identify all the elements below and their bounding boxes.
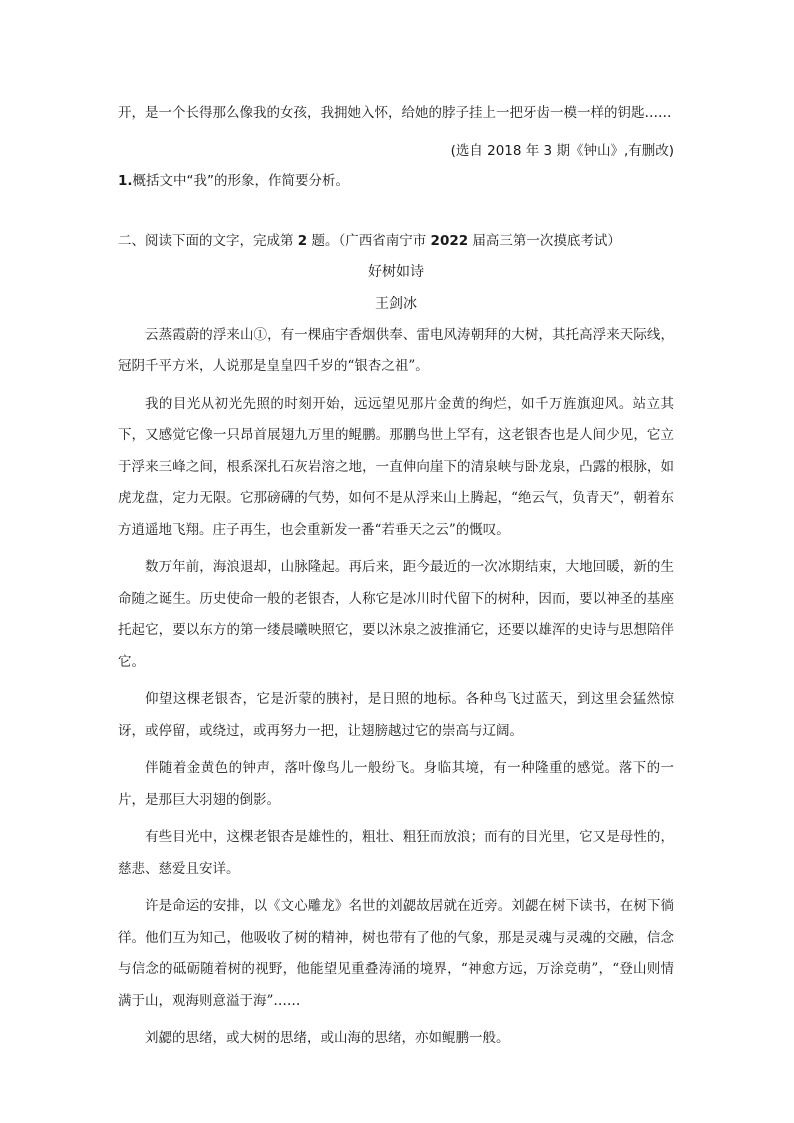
previous-article-source: (选自 2018 年 3 期《钟山》,有删改) bbox=[450, 142, 674, 159]
section-question-number: 2 bbox=[297, 232, 308, 249]
paragraph: 刘勰的思绪，或大树的思绪，或山海的思绪，亦如鲲鹏一般。 bbox=[145, 1030, 510, 1046]
paragraph: 我的目光从初光先照的时刻开始，远远望见那片金黄的绚烂，如千万旌旗迎风。站立其下，又感觉它像一只昂首展翅九万里的鲲鹏。那鹏鸟世上罕有，这老银杏也是人间少见，它立于浮来三峰之间，根系深扎石灰岩溶之地，一直伸向崖下的清泉峡与卧龙泉，凸露的根脉，如虎龙盘，定力无限。它那磅礴的气势，如何不是从浮来山上腾起，“绝云气，负青天”，朝着东方逍遥地飞翔。庄子再生，也会重新发一番“若垂天之云”的慨叹。 bbox=[118, 395, 674, 538]
article-author: 王剑冰 bbox=[375, 295, 417, 312]
section-year: 2022 bbox=[430, 232, 469, 249]
paragraph: 有些目光中，这棵老银杏是雄性的，粗壮、粗狂而放浪；而有的目光里，它又是母性的，慈悲、慈爱且安详。 bbox=[118, 829, 674, 877]
section-heading bbox=[118, 226, 674, 256]
article-title: 好树如诗 bbox=[368, 263, 424, 280]
section-suffix: 届高三第一次摸底考试） bbox=[468, 232, 621, 249]
paragraph: 云蒸霞蔚的浮来山①，有一棵庙宇香烟供奉、雷电风涛朝拜的大树，其托高浮来天际线，冠阴千平方米，人说那是皇皇四千岁的“银杏之祖”。 bbox=[118, 326, 674, 374]
paragraph: 许是命运的安排，以《文心雕龙》名世的刘勰故居就在近旁。刘勰在树下读书，在树下徜徉。他们互为知己，他吸收了树的精神，树也带有了他的气象，那是灵魂与灵魂的交融，信念与信念的砥砺随着树的视野，他能望见重叠涛涌的境界，“神愈方远，万涂竞萌”，“登山则情满于山，观海则意溢于海”…… bbox=[118, 898, 674, 1009]
section-prefix: 二、阅读下面的文字，完成第 bbox=[118, 232, 298, 249]
question-1 bbox=[118, 166, 674, 196]
paragraph: 仰望这棵老银杏，它是沂蒙的胰衬，是日照的地标。各种鸟飞过蓝天，到这里会猛然惊讶，或停留，或绕过，或再努力一把，让翅膀越过它的崇高与辽阔。 bbox=[118, 691, 674, 739]
previous-article-ending: 开，是一个长得那么像我的女孩，我拥她入怀，给她的脖子挂上一把牙齿一模一样的钥匙…… bbox=[118, 105, 672, 121]
question-number: 1. bbox=[118, 172, 133, 189]
paragraph: 数万年前，海浪退却，山脉隆起。再后来，距今最近的一次冰期结束，大地回暖，新的生命随之诞生。历史使命一般的老银杏，人称它是冰川时代留下的树种，因而，要以神圣的基座托起它，要以东方的第一缕晨曦映照它，要以沐泉之波推涌它，还要以雄浑的史诗与思想陪伴它。 bbox=[118, 559, 674, 670]
paragraph: 伴随着金黄色的钟声，落叶像鸟儿一般纷飞。身临其境，有一种隆重的感觉。落下的一片，是那巨大羽翅的倒影。 bbox=[118, 760, 674, 808]
document-page bbox=[118, 98, 674, 1061]
section-middle: 题。（广西省南宁市 bbox=[307, 232, 431, 249]
question-text: 概括文中“我”的形象，作简要分析。 bbox=[132, 172, 350, 189]
